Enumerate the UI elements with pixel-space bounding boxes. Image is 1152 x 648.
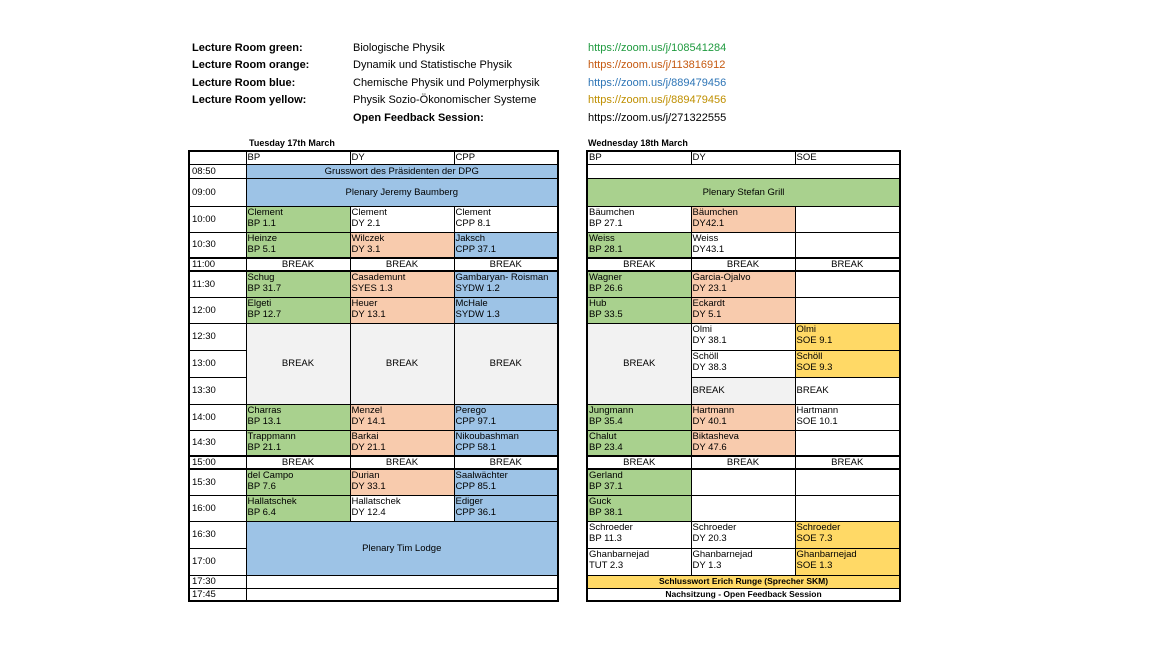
lunch-break-cell: BREAK — [587, 323, 691, 404]
session-cell — [587, 404, 691, 430]
talk-code: DY 38.1 — [692, 334, 727, 346]
talk-code: BP 37.1 — [589, 481, 623, 492]
speaker: Guck — [589, 495, 612, 507]
session-cell — [454, 469, 558, 495]
talk-code: DY 14.1 — [351, 415, 386, 427]
time-slot: 12:00 — [189, 297, 246, 323]
talk-code: BP 35.4 — [589, 415, 623, 427]
talk-code: SYDW 1.2 — [455, 283, 500, 294]
session-cell — [350, 271, 454, 297]
time-slot: 16:30 — [189, 521, 246, 548]
speaker: Trappmann — [247, 430, 296, 442]
row-1100 — [189, 258, 558, 271]
open-feedback-session: Nachsitzung - Open Feedback Session — [587, 588, 900, 601]
break-cell: BREAK — [350, 456, 454, 469]
speaker: Olmi — [796, 323, 817, 335]
talk-code: BP 6.4 — [247, 506, 276, 518]
session-cell — [350, 430, 454, 456]
tuesday-schedule — [188, 150, 559, 602]
session-cell — [454, 430, 558, 456]
talk-code: CPP 85.1 — [455, 481, 496, 492]
speaker: Bäumchen — [589, 206, 635, 218]
zoom-link-green[interactable]: https://zoom.us/j/108541284 — [588, 42, 727, 54]
talk-code: DY 40.1 — [692, 415, 727, 427]
empty-cell — [795, 271, 900, 297]
speaker: Jaksch — [455, 232, 486, 244]
talk-code: DY 21.1 — [351, 441, 386, 453]
break-cell: BREAK — [795, 377, 900, 404]
speaker: Ghanbarnejad — [692, 548, 753, 560]
talk-code: DY 3.1 — [351, 243, 381, 255]
talk-code: DY 13.1 — [351, 308, 386, 320]
talk-code: SYES 1.3 — [351, 283, 393, 294]
speaker: Hartmann — [692, 404, 735, 416]
empty-corner — [189, 151, 246, 164]
closing-remarks: Schlusswort Erich Runge (Sprecher SKM) — [587, 575, 900, 588]
time-slot: 13:00 — [189, 350, 246, 377]
talk-code: BP 28.1 — [589, 243, 623, 255]
row-1630 — [189, 521, 558, 548]
row-1630 — [587, 521, 900, 548]
talk-code: BP 7.6 — [247, 481, 276, 492]
break-cell: BREAK — [795, 258, 900, 271]
tuesday-title: Tuesday 17th March — [249, 138, 335, 148]
session-cell — [454, 232, 558, 258]
talk-code: BP 13.1 — [247, 415, 282, 427]
session-cell — [691, 430, 795, 456]
session-cell — [795, 404, 900, 430]
lunch-break-cell: BREAK — [454, 323, 558, 404]
talk-code: BP 11.3 — [589, 532, 622, 544]
header-row — [587, 151, 900, 164]
talk-code: BP 31.7 — [247, 283, 282, 294]
empty-cell — [795, 430, 900, 456]
speaker: Schöll — [796, 350, 823, 362]
talk-code: SOE 1.3 — [796, 559, 833, 571]
row-1530 — [587, 469, 900, 495]
speaker: Hallatschek — [351, 495, 401, 507]
legend-room-name: Chemische Physik und Polymerphysik — [353, 76, 540, 89]
header-row — [189, 151, 558, 164]
row-1500 — [189, 456, 558, 469]
empty-cell — [246, 588, 558, 601]
speaker: Ediger — [455, 495, 483, 507]
break-cell: BREAK — [454, 258, 558, 271]
empty-cell — [795, 469, 900, 495]
break-cell: BREAK — [587, 258, 691, 271]
empty-cell — [795, 232, 900, 258]
row-1600 — [587, 495, 900, 521]
session-cell — [454, 206, 558, 232]
speaker: Garcia-Ojalvo — [692, 272, 751, 283]
session-cell — [691, 404, 795, 430]
break-cell: BREAK — [587, 456, 691, 469]
col-header-cpp: CPP — [454, 151, 558, 164]
row-1230 — [587, 323, 900, 350]
time-slot: 11:30 — [189, 271, 246, 297]
greeting-session: Grusswort des Präsidenten der DPG — [246, 164, 558, 178]
session-cell — [246, 297, 350, 323]
time-slot: 17:00 — [189, 548, 246, 575]
session-cell — [454, 297, 558, 323]
session-cell — [691, 350, 795, 377]
break-cell: BREAK — [454, 456, 558, 469]
session-cell — [691, 323, 795, 350]
talk-code: BP 12.7 — [247, 308, 282, 320]
talk-code: DY 23.1 — [692, 283, 727, 294]
speaker: Olmi — [692, 323, 713, 335]
zoom-link-yellow[interactable]: https://zoom.us/j/889479456 — [588, 94, 727, 107]
session-cell — [691, 232, 795, 258]
speaker: Gambaryan- Roisman — [455, 272, 549, 283]
speaker: Nikoubashman — [455, 430, 519, 442]
row-1400 — [587, 404, 900, 430]
wednesday-schedule — [586, 150, 901, 602]
talk-code: CPP 8.1 — [455, 217, 491, 229]
session-cell — [587, 232, 691, 258]
session-cell — [246, 469, 350, 495]
row-0850 — [587, 164, 900, 178]
session-cell — [246, 430, 350, 456]
break-cell: BREAK — [350, 258, 454, 271]
speaker: Biktasheva — [692, 430, 739, 442]
row-1600 — [189, 495, 558, 521]
talk-code: SOE 9.1 — [796, 334, 833, 346]
session-cell — [587, 297, 691, 323]
speaker: Jungmann — [589, 404, 634, 416]
break-cell: BREAK — [246, 258, 350, 271]
speaker: Elgeti — [247, 297, 272, 309]
row-1000 — [587, 206, 900, 232]
row-1700 — [587, 548, 900, 575]
empty-cell — [795, 206, 900, 232]
speaker: Gerland — [589, 470, 623, 481]
time-slot: 10:00 — [189, 206, 246, 232]
speaker: Chalut — [589, 430, 617, 442]
session-cell — [246, 495, 350, 521]
talk-code: SYDW 1.3 — [455, 308, 500, 320]
session-cell — [454, 495, 558, 521]
session-cell — [691, 297, 795, 323]
empty-cell — [795, 297, 900, 323]
legend-room-name: Biologische Physik — [353, 42, 445, 54]
break-cell: BREAK — [246, 456, 350, 469]
speaker: Hallatschek — [247, 495, 297, 507]
row-1730 — [587, 575, 900, 588]
talk-code: CPP 37.1 — [455, 243, 496, 255]
legend-label: Lecture Room green: — [192, 42, 303, 54]
empty-cell — [795, 495, 900, 521]
speaker: Clement — [247, 206, 283, 218]
row-1500 — [587, 456, 900, 469]
time-slot: 14:30 — [189, 430, 246, 456]
speaker: Durian — [351, 470, 380, 481]
time-slot: 12:30 — [189, 323, 246, 350]
row-1745 — [587, 588, 900, 601]
plenary-lodge: Plenary Tim Lodge — [246, 521, 558, 575]
row-0900 — [587, 178, 900, 206]
row-1730 — [189, 575, 558, 588]
time-slot: 13:30 — [189, 377, 246, 404]
legend-label: Lecture Room blue: — [192, 76, 296, 89]
talk-code: CPP 97.1 — [455, 415, 496, 427]
talk-code: BP 1.1 — [247, 217, 276, 229]
speaker: Weiss — [692, 232, 719, 244]
speaker: Ghanbarnejad — [796, 548, 857, 560]
talk-code: SOE 10.1 — [796, 415, 838, 427]
zoom-link-orange[interactable]: https://zoom.us/j/113816912 — [588, 59, 726, 72]
time-slot: 16:00 — [189, 495, 246, 521]
speaker: Hub — [589, 297, 607, 309]
row-1430 — [587, 430, 900, 456]
row-1130 — [587, 271, 900, 297]
row-1230 — [189, 323, 558, 350]
time-slot: 11:00 — [189, 258, 246, 271]
talk-code: SOE 7.3 — [796, 532, 833, 544]
speaker: Perego — [455, 404, 487, 416]
session-cell — [350, 206, 454, 232]
row-1530 — [189, 469, 558, 495]
speaker: Saalwächter — [455, 470, 508, 481]
talk-code: DY 1.3 — [692, 559, 722, 571]
row-1000 — [189, 206, 558, 232]
session-cell — [587, 271, 691, 297]
talk-code: DY 38.3 — [692, 361, 727, 373]
talk-code: BP 23.4 — [589, 441, 623, 453]
session-cell — [587, 469, 691, 495]
speaker: del Campo — [247, 470, 294, 481]
session-cell — [454, 404, 558, 430]
speaker: Schroeder — [589, 521, 633, 533]
zoom-link-feedback[interactable]: https://zoom.us/j/271322555 — [588, 111, 727, 124]
speaker: Schroeder — [796, 521, 841, 533]
col-header-bp: BP — [587, 151, 691, 164]
session-cell — [795, 521, 900, 548]
speaker: Heuer — [351, 297, 378, 309]
session-cell — [246, 404, 350, 430]
empty-cell — [587, 164, 900, 178]
session-cell — [691, 206, 795, 232]
lunch-break-cell: BREAK — [246, 323, 350, 404]
talk-code: BP 27.1 — [589, 217, 623, 229]
session-cell — [454, 271, 558, 297]
session-cell — [350, 469, 454, 495]
zoom-link-blue[interactable]: https://zoom.us/j/889479456 — [588, 76, 727, 89]
session-cell — [795, 350, 900, 377]
speaker: Schug — [247, 272, 275, 283]
speaker: Barkai — [351, 430, 379, 442]
legend-room-name: Dynamik und Statistische Physik — [353, 59, 512, 72]
row-1030 — [587, 232, 900, 258]
session-cell — [691, 521, 795, 548]
talk-code: TUT 2.3 — [589, 559, 624, 571]
legend-label: Lecture Room orange: — [192, 59, 310, 72]
session-cell — [350, 232, 454, 258]
talk-code: DY 12.4 — [351, 506, 386, 518]
empty-cell — [246, 575, 558, 588]
talk-code: DY42.1 — [692, 217, 725, 229]
speaker: Clement — [351, 206, 387, 218]
talk-code: DY 47.6 — [692, 441, 727, 453]
session-cell — [350, 404, 454, 430]
talk-code: CPP 36.1 — [455, 506, 496, 518]
talk-code: SOE 9.3 — [796, 361, 833, 373]
time-slot: 15:00 — [189, 456, 246, 469]
talk-code: DY 5.1 — [692, 308, 722, 320]
speaker: Bäumchen — [692, 206, 738, 218]
time-slot: 15:30 — [189, 469, 246, 495]
plenary-baumberg: Plenary Jeremy Baumberg — [246, 178, 558, 206]
talk-code: CPP 58.1 — [455, 441, 496, 453]
time-slot: 17:30 — [189, 575, 246, 588]
time-slot: 14:00 — [189, 404, 246, 430]
talk-code: BP 33.5 — [589, 308, 623, 320]
speaker: Eckardt — [692, 297, 725, 309]
row-1130 — [189, 271, 558, 297]
legend-feedback-label: Open Feedback Session: — [353, 111, 484, 124]
session-cell — [587, 495, 691, 521]
time-slot: 09:00 — [189, 178, 246, 206]
talk-code: BP 5.1 — [247, 243, 276, 255]
lunch-break-cell: BREAK — [350, 323, 454, 404]
speaker: Charras — [247, 404, 282, 416]
speaker: Schöll — [692, 350, 719, 362]
session-cell — [587, 206, 691, 232]
speaker: Wagner — [589, 272, 622, 283]
session-cell — [246, 232, 350, 258]
session-cell — [587, 430, 691, 456]
col-header-bp: BP — [246, 151, 350, 164]
session-cell — [691, 271, 795, 297]
speaker: Hartmann — [796, 404, 839, 416]
empty-cell — [691, 495, 795, 521]
row-1200 — [587, 297, 900, 323]
row-1430 — [189, 430, 558, 456]
session-cell — [246, 206, 350, 232]
col-header-dy: DY — [350, 151, 454, 164]
session-cell — [795, 548, 900, 575]
empty-cell — [691, 469, 795, 495]
talk-code: DY43.1 — [692, 243, 725, 255]
break-cell: BREAK — [691, 377, 795, 404]
talk-code: BP 21.1 — [247, 441, 282, 453]
break-cell: BREAK — [691, 258, 795, 271]
speaker: Weiss — [589, 232, 615, 244]
row-1030 — [189, 232, 558, 258]
legend-room-name: Physik Sozio-Ökonomischer Systeme — [353, 94, 537, 107]
session-cell — [246, 271, 350, 297]
row-1100 — [587, 258, 900, 271]
talk-code: DY 33.1 — [351, 481, 386, 492]
session-cell — [587, 548, 691, 575]
time-slot: 10:30 — [189, 232, 246, 258]
col-header-dy: DY — [691, 151, 795, 164]
talk-code: DY 20.3 — [692, 532, 727, 544]
legend-label: Lecture Room yellow: — [192, 94, 307, 107]
row-1745 — [189, 588, 558, 601]
row-1400 — [189, 404, 558, 430]
session-cell — [795, 323, 900, 350]
speaker: Heinze — [247, 232, 278, 244]
time-slot: 17:45 — [189, 588, 246, 601]
plenary-grill: Plenary Stefan Grill — [587, 178, 900, 206]
row-1200 — [189, 297, 558, 323]
break-cell: BREAK — [691, 456, 795, 469]
speaker: Clement — [455, 206, 491, 218]
row-0850 — [189, 164, 558, 178]
talk-code: BP 26.6 — [589, 283, 623, 294]
break-cell: BREAK — [795, 456, 900, 469]
speaker: Ghanbarnejad — [589, 548, 650, 560]
speaker: Casademunt — [351, 272, 406, 283]
speaker: McHale — [455, 297, 488, 309]
speaker: Schroeder — [692, 521, 737, 533]
session-cell — [350, 495, 454, 521]
session-cell — [350, 297, 454, 323]
session-cell — [587, 521, 691, 548]
speaker: Wilczek — [351, 232, 385, 244]
row-0900 — [189, 178, 558, 206]
time-slot: 08:50 — [189, 164, 246, 178]
talk-code: BP 38.1 — [589, 506, 623, 518]
session-cell — [691, 548, 795, 575]
speaker: Menzel — [351, 404, 383, 416]
col-header-soe: SOE — [795, 151, 900, 164]
wednesday-title: Wednesday 18th March — [588, 138, 688, 148]
talk-code: DY 2.1 — [351, 217, 381, 229]
